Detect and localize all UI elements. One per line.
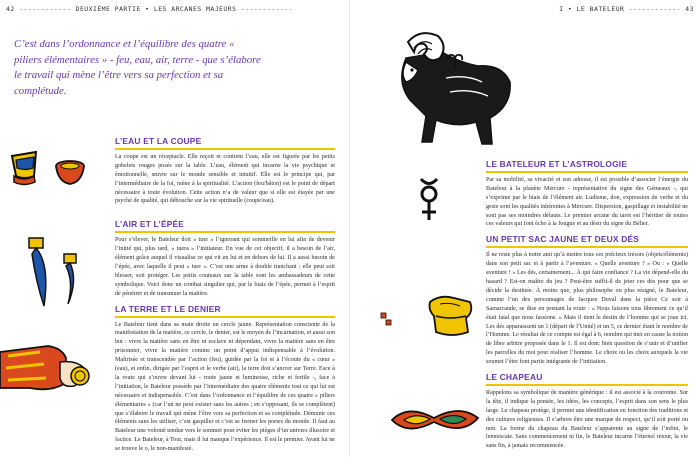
right-column — [486, 160, 688, 456]
section-rule — [115, 231, 335, 233]
hat-illustration — [388, 400, 482, 440]
dice-illustration — [380, 312, 392, 326]
section-title: LA TERRE ET LE DENIER — [115, 303, 221, 314]
section-terre-denier — [115, 305, 335, 455]
page-number-left: 42 — [6, 5, 15, 13]
left-column — [115, 137, 335, 457]
section-text: Il ne reste plus à notre ami qu’à mettre tous ces précieux trésors (objets/éléments) dans son petit sac et à partir à l’aventure. « Quelle aventure ? » Ou : « Quelle aventure ! » Les dés, certainement... À qui faire confiance ? La vie dépend-elle du hasard ? Est-on maître du jeu ? Peut-être suffit-il de jeter ces dés pour que se décide la destinée. À moins que, plus philosophe ou plus résigné, le Bateleur, comme l’un des personnages de Jacques Duval dans la pièce Ce soir à Samarcande, se dise en prenant la route : « Nous faisons tous librement ce qu’il était fatal que nous fassions. » Mais il tient le destin de l’homme qui se joue ici. Les dés apparaissent un 1 (départ de l’Unité) et un 5, ce dernier étant le nombre de l’Homme. Le résultat de ce compte est égal à 6, nombre qui met en cause la notion de libre arbitre proposée dans le 1. Il est donc bien question de s’unir et d’unifier les parcelles du moi pour réaliser l’homme. Le choix ou les choix auxquels la vie soumet l’être font partie intégrante de l’initiation. — [486, 252, 688, 366]
aries-symbol-icon — [446, 52, 464, 70]
section-text: Pour s’élever, le Bateleur doit « tuer » l’ignorant qui sommeille en lui afin de devenir l’initié qui, plus tard, « tuera » l’initiateur. En vue de cet objectif, il a besoin de l’air, élément grâce auquel il visualise ce qui vit en lui et en dehors de lui. Il a aussi besoin de l’épée, avec laquelle il peut « tuer ». C’est une arme à double tranchant : elle peut soit blesser, soit protéger. Les petits couteaux sur la table sont les ambassadeurs de cette symbolique. Voici donc un combat singulier qui, par le biais de l’épée, permet à l’esprit de pénétrer et de transmuer la matière. — [115, 237, 335, 297]
section-astrologie — [486, 160, 688, 229]
mercury-symbol-icon — [416, 176, 442, 224]
section-text: La coupe est un réceptacle. Elle reçoit et contient l’eau, elle est figurée par les petits gobelets rouges posés sur la table. L’eau, élément qui incarne la vie psychique et émotionnelle, œuvre sur le monde sensible et intuitif. Elle est le principe qui, par l’intermédiaire de la foi, mène à la spiritualité. L’action (feu/bâton) est le point de départ nécessaire à toute évolution. Cette action n’a de valeur que si elle est étayée par une psyché de qualité, qui débouche sur la vie spirituelle (coupe/eau). — [115, 153, 335, 205]
ram-illustration — [386, 22, 536, 152]
section-sac-des — [486, 235, 688, 367]
section-rule — [486, 384, 688, 386]
running-head-right: I • LE BATELEUR ------------ 43 — [559, 5, 694, 13]
cups-illustration — [8, 146, 90, 196]
right-page — [350, 0, 700, 457]
hand-coin-illustration — [0, 322, 100, 414]
running-head-left: 42 ------------ DEUXIÈME PARTIE • LES ARCANES MAJEURS ------------ — [6, 5, 293, 13]
section-title: UN PETIT SAC JAUNE ET DEUX DÉS — [486, 234, 640, 245]
section-title: LE CHAPEAU — [486, 372, 543, 383]
section-text: Le Bateleur tient dans sa main droite un cercle jaune. Représentation consciente de la manifestation de la matière, ce cercle, le denier, est le moyen de l’incarnation, et aussi son but : vivre la matière sans en être ni esclave ni dépendant, vivre la matière sans en être prisonnier, vivre la matière comme un point d’appui indispensable à l’évolution. Maîtrisée et transcendée par l’action (feu), guidée par la foi et à l’écoute du « cœur » (eau), et enfin, dirigée par l’esprit et le verbe (air), la terre doit s’ancrer sur Terre. Face à la route qui s’ouvre devant lui - route jaune et lumineuse, riche et fertile -, face à l’initiation, le Bateleur possède par l’intermédiaire des quatre éléments tout ce qui lui est nécessaire et indispensable. C’est dans l’ordonnance et l’équilibre de ces quatre « piliers élémentaires » (car l’un ne peut exister sans les autres ; en s’opposant, ils se complètent) que s’élabore le travail qui mène l’être vers sa perfection et sa complétude. Démunir ces éléments sans les utiliser, c’est gaspiller et c’est se fermer les portes du monde. Il faut au Bateleur une volonté tendue vers le sommet pour éviter les pièges d’un univers illusoire et factice. Le Bateleur, à Tout, mais il lui manque l’expérience. Il est le premier. Avant lui ne se trouve le o, le non-manifesté. — [115, 321, 335, 453]
section-rule — [486, 246, 688, 248]
pull-quote: C’est dans l’ordonnance et l’équilibre des quatre « piliers élémentaires » - feu, eau, air, terre - que s’élabore le travail qui mène l’être vers sa perfection et sa complétude. — [14, 38, 261, 97]
section-title: L’AIR ET L’ÉPÉE — [115, 219, 185, 230]
section-title: L’EAU ET LA COUPE — [115, 136, 202, 146]
running-head-title-left: DEUXIÈME PARTIE • LES ARCANES MAJEURS — [75, 5, 237, 13]
section-rule — [486, 171, 688, 173]
section-eau-coupe — [115, 137, 335, 206]
section-rule — [115, 148, 335, 150]
section-air-epee — [115, 220, 335, 298]
running-head-title-right: I • LE BATELEUR — [559, 5, 625, 13]
section-text: Par sa mobilité, sa vivacité et son adresse, il est possible d’associer l’énergie du Bateleur à la planète Mercure - représentative du signe des Gémeaux -, qui s’exprime par le biais de l’élément air. Ludisme, don, expression du verbe et du geste sont les qualités inhérentes à Mercure. Dispersion, gaspillage et instabilité ne sont pas ses moindres défauts. Le premier arcane du tarot est l’héritier de toutes ces valeurs qui font écho à la fougue et au désir du signe du Bélier. — [486, 176, 688, 228]
section-chapeau — [486, 373, 688, 451]
section-rule — [115, 316, 335, 318]
bag-illustration — [426, 292, 476, 338]
section-title: LE BATELEUR ET L’ASTROLOGIE — [486, 159, 628, 169]
section-text: Rappelons sa symbolique de manière générique : il est associé à la couronne. Sur la tête, il indique la pensée, les idées, les concepts, l’esprit dans son sens le plus large. Le chapeau protège, il permet une identification en fonction des traditions et des cultures religieuses. Il s’arbore être une marque de respect, qu’il soit porté ou non. La forme du chapeau du Bateleur s’apparente au signe de l’infini, le lemniscate. Sans commencement ni fin, le Bateleur incarne l’éternel retour, la vie sans fin, à jamais recommencée. — [486, 389, 688, 450]
knives-illustration — [26, 234, 88, 310]
page-number-right: 43 — [685, 5, 694, 13]
